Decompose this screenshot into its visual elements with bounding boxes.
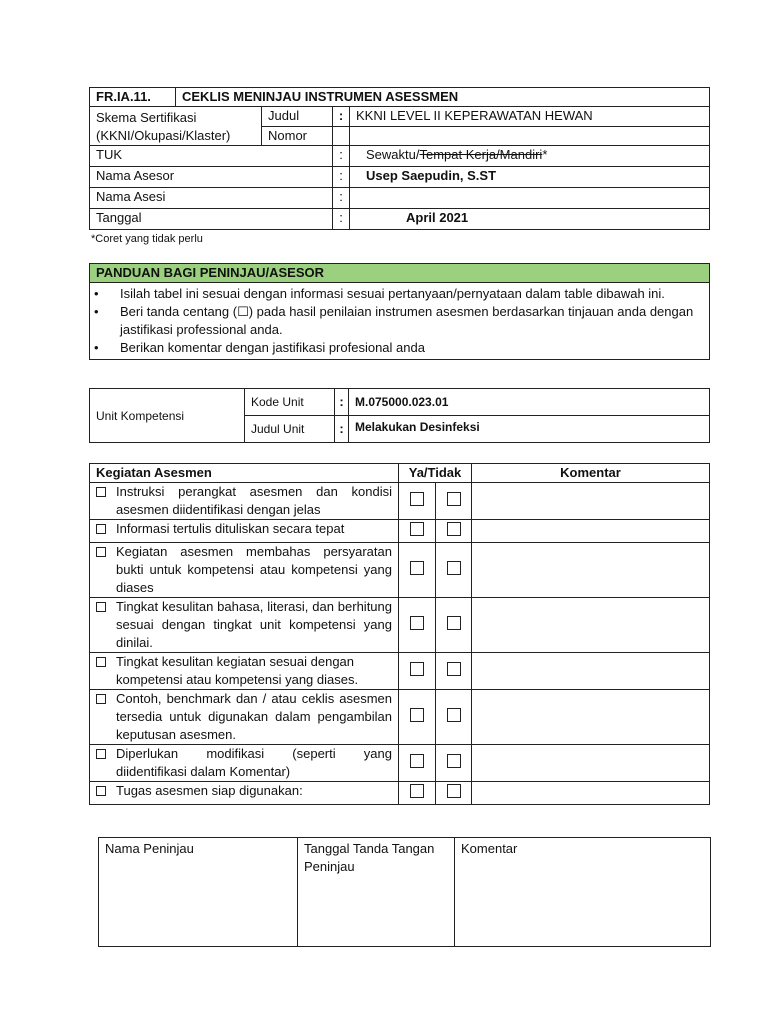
- activity-table: [89, 463, 710, 805]
- table-row: [90, 598, 710, 653]
- kode-unit-value: M.075000.023.01: [349, 389, 710, 416]
- item-text: Kegiatan asesmen membahas persyaratan bukti untuk kompetensi atau kompetensi yang diases: [116, 544, 392, 595]
- guide-item: • Isilah tabel ini sesuai dengan informasi sesuai pertanyaan/pernyataan dalam table dibawah ini.: [114, 285, 709, 303]
- form-title: CEKLIS MENINJAU INSTRUMEN ASESSMEN: [176, 88, 710, 107]
- judul-unit-value: Melakukan Desinfeksi: [349, 416, 710, 443]
- ya-checkbox[interactable]: [410, 522, 424, 536]
- judul-unit-colon: :: [335, 416, 349, 443]
- item-checkbox[interactable]: [96, 786, 106, 796]
- table-row: [90, 653, 710, 690]
- form-code: FR.IA.11.: [90, 88, 176, 107]
- col-kegiatan: Kegiatan Asesmen: [90, 464, 399, 483]
- table-row: [90, 520, 710, 543]
- tanggal-colon: :: [333, 209, 350, 230]
- komentar-cell[interactable]: [472, 483, 710, 520]
- guide-item: • Berikan komentar dengan jastifikasi profesional anda: [114, 339, 709, 357]
- table-row: [90, 543, 710, 598]
- strike-note: *Coret yang tidak perlu: [91, 233, 203, 245]
- unit-table: [89, 388, 710, 443]
- reviewer-table: [98, 837, 711, 947]
- tidak-checkbox[interactable]: [447, 708, 461, 722]
- tanggal-value: April 2021: [350, 209, 710, 230]
- skema-label-line2: (KKNI/Okupasi/Klaster): [96, 128, 231, 143]
- tidak-checkbox[interactable]: [447, 616, 461, 630]
- tanggal-label: Tanggal: [90, 209, 333, 230]
- item-text: Tingkat kesulitan bahasa, literasi, dan berhitung sesuai dengan tingkat unit kompetensi yang dinilai.: [116, 599, 392, 650]
- ya-checkbox[interactable]: [410, 662, 424, 676]
- tuk-value-struck: Tempat Kerja/Mandiri: [419, 147, 543, 162]
- item-checkbox[interactable]: [96, 602, 106, 612]
- col-yatidak: Ya/Tidak: [399, 464, 472, 483]
- komentar-cell[interactable]: [472, 782, 710, 805]
- col-komentar: Komentar: [472, 464, 710, 483]
- ya-checkbox[interactable]: [410, 492, 424, 506]
- ya-checkbox[interactable]: [410, 754, 424, 768]
- tidak-checkbox[interactable]: [447, 522, 461, 536]
- guide-title: PANDUAN BAGI PENINJAU/ASESOR: [90, 264, 710, 283]
- tidak-checkbox[interactable]: [447, 662, 461, 676]
- tuk-value: [350, 146, 710, 167]
- nomor-label: Nomor: [262, 126, 333, 146]
- komentar-cell[interactable]: [472, 653, 710, 690]
- item-checkbox[interactable]: [96, 749, 106, 759]
- item-checkbox[interactable]: [96, 487, 106, 497]
- item-checkbox[interactable]: [96, 547, 106, 557]
- ya-checkbox[interactable]: [410, 708, 424, 722]
- judul-value: KKNI LEVEL II KEPERAWATAN HEWAN: [350, 107, 710, 127]
- item-text: Tugas asesmen siap digunakan:: [116, 783, 303, 798]
- tidak-checkbox[interactable]: [447, 492, 461, 506]
- asesi-colon: :: [333, 188, 350, 209]
- guide-list: [90, 283, 709, 359]
- tidak-checkbox[interactable]: [447, 754, 461, 768]
- tuk-colon: :: [333, 146, 350, 167]
- asesi-value: [350, 188, 710, 209]
- komentar-peninjau-label: Komentar: [461, 841, 518, 856]
- komentar-cell[interactable]: [472, 745, 710, 782]
- nama-peninjau-label: Nama Peninjau: [105, 841, 194, 856]
- ttd-peninjau-cell[interactable]: [298, 838, 455, 947]
- skema-label-line1: Skema Sertifikasi: [96, 110, 197, 125]
- komentar-cell[interactable]: [472, 598, 710, 653]
- item-checkbox[interactable]: [96, 694, 106, 704]
- skema-label: [90, 107, 262, 146]
- judul-colon: :: [333, 107, 350, 127]
- asesor-colon: :: [333, 167, 350, 188]
- guide-item: • Beri tanda centang (☐) pada hasil penilaian instrumen asesmen berdasarkan tinjauan anda dengan jastifikasi professional anda.: [114, 303, 709, 339]
- judul-label: Judul: [262, 107, 333, 127]
- table-row: [90, 690, 710, 745]
- table-row: [90, 782, 710, 805]
- item-checkbox[interactable]: [96, 657, 106, 667]
- ya-checkbox[interactable]: [410, 784, 424, 798]
- tidak-checkbox[interactable]: [447, 784, 461, 798]
- tuk-value-prefix: Sewaktu/: [366, 147, 420, 162]
- tuk-value-suffix: *: [542, 147, 548, 162]
- item-text: Instruksi perangkat asesmen dan kondisi asesmen diidentifikasi dengan jelas: [116, 484, 392, 517]
- ttd-peninjau-label: Tanggal Tanda Tangan Peninjau: [304, 841, 435, 874]
- komentar-cell[interactable]: [472, 543, 710, 598]
- ya-checkbox[interactable]: [410, 616, 424, 630]
- kode-unit-colon: :: [335, 389, 349, 416]
- header-table: [89, 87, 710, 230]
- komentar-peninjau-cell[interactable]: [455, 838, 711, 947]
- tuk-label: TUK: [90, 146, 333, 167]
- table-row: [90, 483, 710, 520]
- item-text: Informasi tertulis dituliskan secara tepat: [116, 521, 345, 536]
- nomor-colon: [333, 126, 350, 146]
- komentar-cell[interactable]: [472, 520, 710, 543]
- table-row: [90, 745, 710, 782]
- ya-checkbox[interactable]: [410, 561, 424, 575]
- nama-peninjau-cell[interactable]: [99, 838, 298, 947]
- asesor-label: Nama Asesor: [90, 167, 333, 188]
- item-text: Tingkat kesulitan kegiatan sesuai dengan kompetensi atau kompetensi yang diases.: [116, 654, 359, 687]
- unit-label: Unit Kompetensi: [90, 389, 245, 443]
- tidak-checkbox[interactable]: [447, 561, 461, 575]
- komentar-cell[interactable]: [472, 690, 710, 745]
- nomor-value: [350, 126, 710, 146]
- asesor-value: Usep Saepudin, S.ST: [350, 167, 710, 188]
- item-text: Contoh, benchmark dan / atau ceklis asesmen tersedia untuk digunakan dalam pengambilan keputusan asesmen.: [116, 691, 392, 742]
- item-text: Diperlukan modifikasi (seperti yang diidentifikasi dalam Komentar): [116, 746, 392, 779]
- item-checkbox[interactable]: [96, 524, 106, 534]
- asesi-label: Nama Asesi: [90, 188, 333, 209]
- judul-unit-label: Judul Unit: [245, 416, 335, 443]
- guide-table: [89, 263, 710, 360]
- kode-unit-label: Kode Unit: [245, 389, 335, 416]
